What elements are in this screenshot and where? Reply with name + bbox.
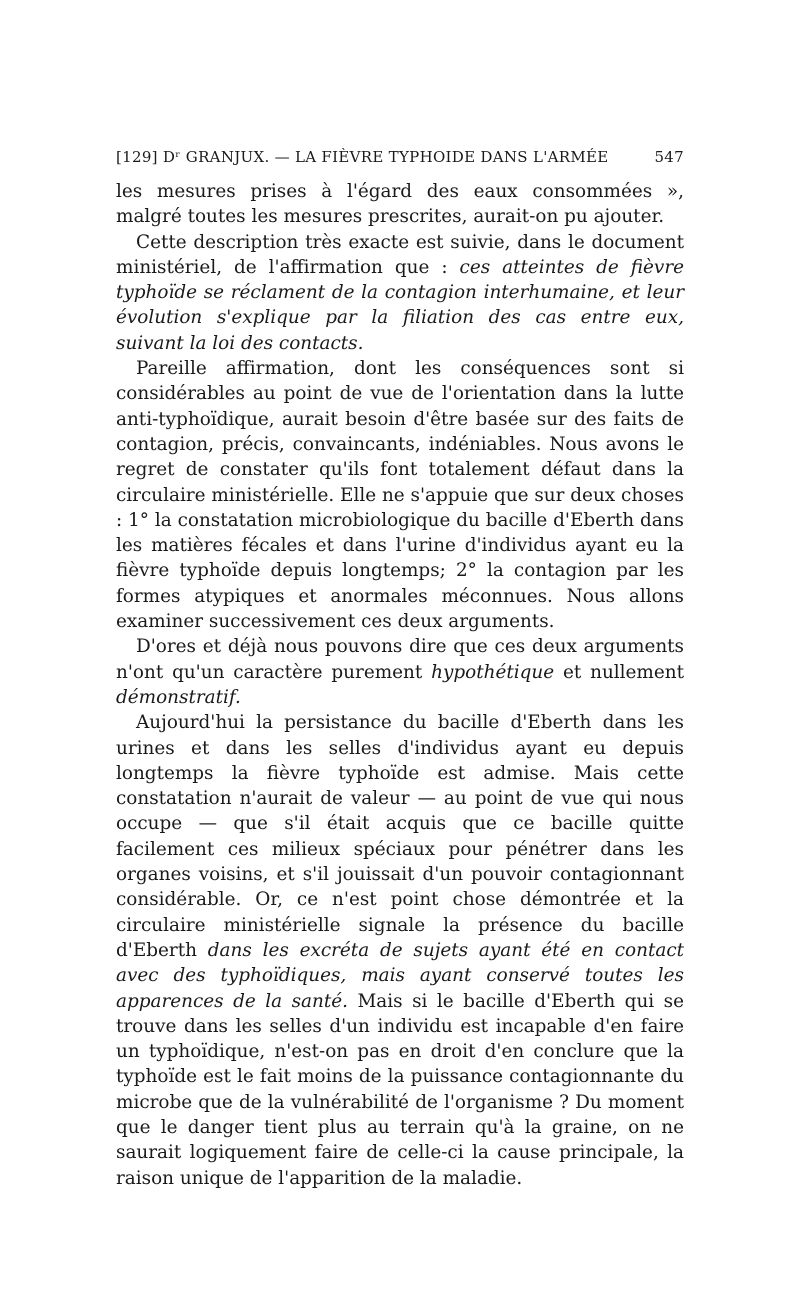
paragraph-1 (116, 179, 684, 230)
paragraph-2 (116, 230, 684, 356)
text-run: les mesures prises à l'égard des eaux consommées », malgré toutes les mesures prescrites, aurait-on pu ajouter. (116, 181, 684, 228)
body-text (116, 179, 684, 1191)
text-run: Cette description très exacte est suivie, dans le document ministériel, de l'affirmation que : (116, 231, 684, 278)
text-run: et nullement (554, 661, 684, 683)
text-run: Mais si le bacille d'Eberth qui se trouve dans les selles d'un individu est incapable d'en faire un typhoïdique, n'est-on pas en droit d'en conclure que la typhoïde est le fait moins de la puissance contagionnante du microbe que de la vulnérabilité de l'organisme ? Du moment que le danger tient plus au terrain qu'à la graine, on ne saurait logiquement faire de celle-ci la cause principale, la raison unique de l'apparition de la maladie. (116, 990, 684, 1189)
text-run: D'ores et déjà nous pouvons dire que ces deux arguments n'ont qu'un caractère purement (116, 636, 684, 683)
italic-run: dans les excréta de sujets ayant été en contact avec des typhoïdiques, mais ayant conservé toutes les apparences de la santé. (116, 939, 685, 1012)
header-title: [129] Dʳ GRANJUX. — LA FIÈVRE TYPHOIDE DANS L'ARMÉE (116, 148, 609, 166)
italic-run: démonstratif. (116, 686, 241, 708)
running-header (116, 148, 684, 172)
paragraph-3 (116, 356, 684, 634)
text-run: Pareille affirmation, dont les conséquences sont si considérables au point de vue de l'orientation dans la lutte anti-typhoïdique, aurait besoin d'être basée sur des faits de contagion, précis, convaincants, indéniables. Nous avons le regret de constater qu'ils font totalement défaut dans la circulaire ministérielle. Elle ne s'appuie que sur deux choses : 1° la constatation microbiologique du bacille d'Eberth dans les matières fécales et dans l'urine d'individus ayant eu la fièvre typhoïde depuis longtemps; 2° la contagion par les formes atypiques et anormales méconnues. Nous allons examiner successivement ces deux arguments. (116, 358, 684, 633)
italic-run: hypothétique (431, 661, 555, 683)
italic-run: ces atteintes de fièvre typhoïde se réclament de la contagion interhumaine, et leur évolution s'explique par la filiation des cas entre eux, suivant la loi des contacts. (116, 256, 684, 354)
page-number: 547 (654, 148, 684, 166)
paragraph-4 (116, 634, 684, 710)
paragraph-5 (116, 710, 684, 1191)
text-run: Aujourd'hui la persistance du bacille d'Eberth dans les urines et dans les selles d'individus ayant eu depuis longtemps la fièvre typhoïde est admise. Mais cette constatation n'aurait de valeur — au point de vue qui nous occupe — que s'il était acquis que ce bacille quitte facilement ces milieux spéciaux pour pénétrer dans les organes voisins, et s'il jouissait d'un pouvoir contagionnant considérable. Or, ce n'est point chose démontrée et la circulaire ministérielle signale la présence du bacille d'Eberth (116, 712, 684, 961)
